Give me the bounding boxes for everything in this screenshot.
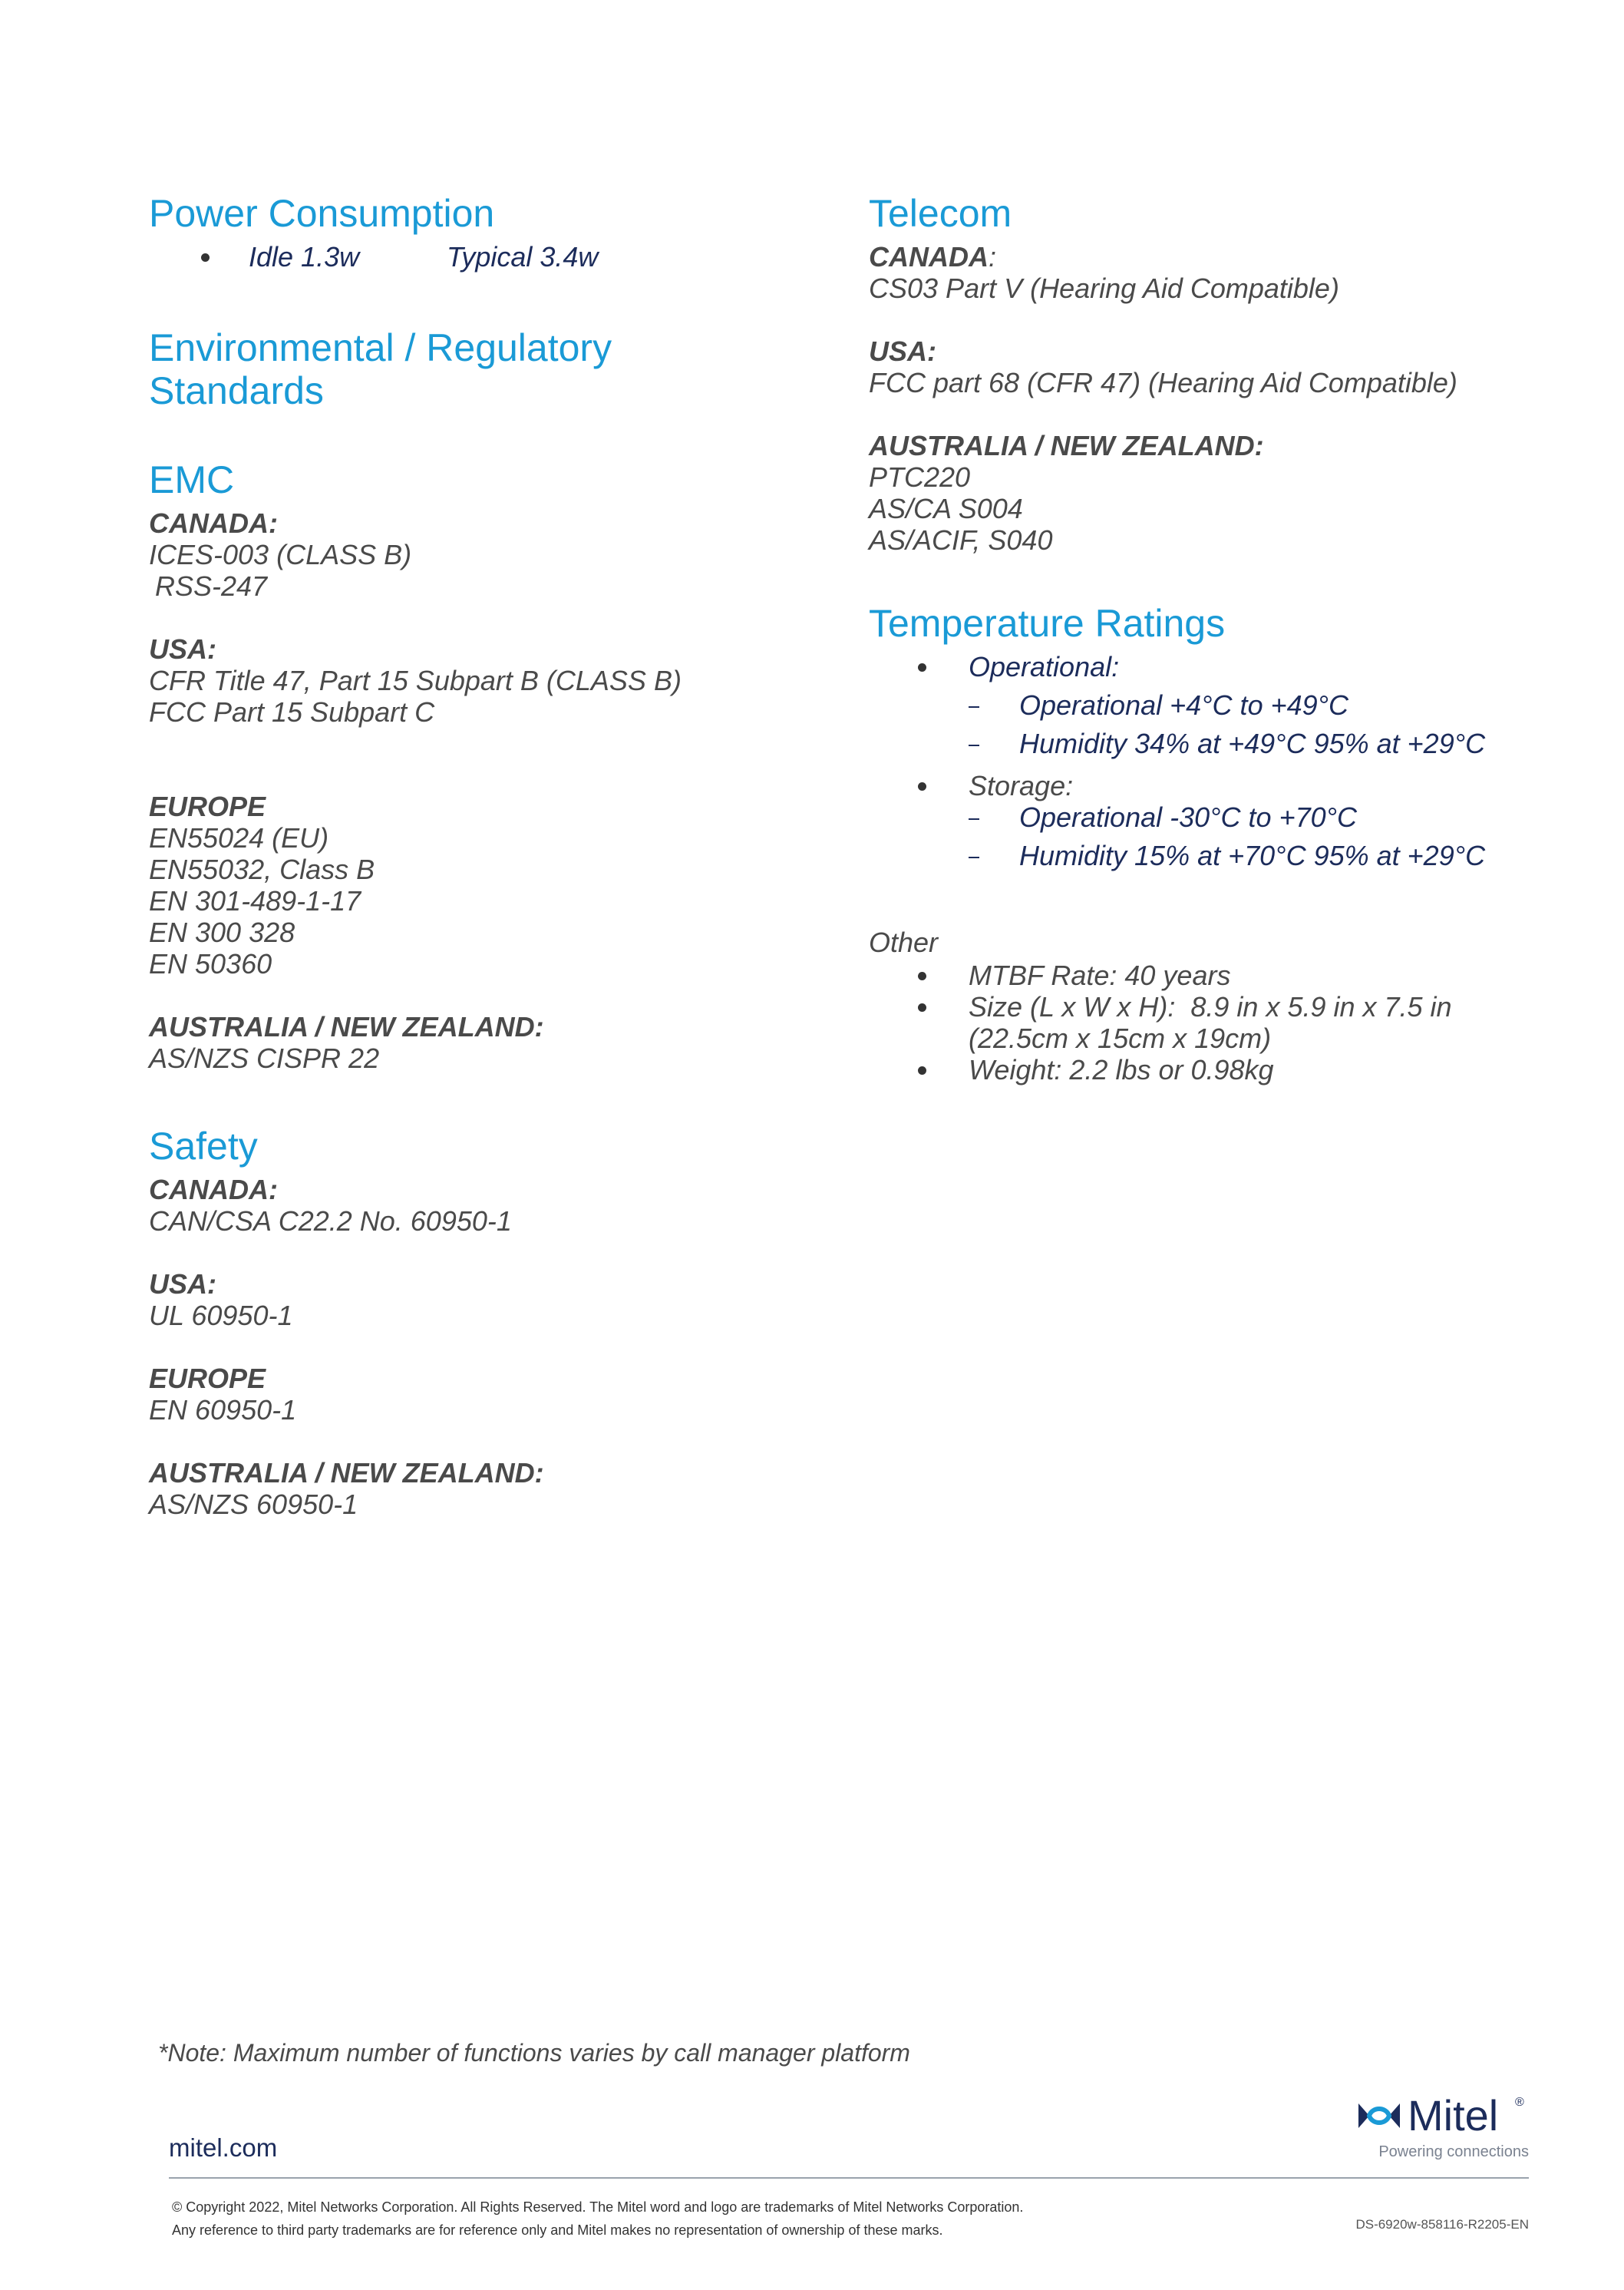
safety-usa-label: USA: [149,1268,216,1300]
safety-aunz-label: AUSTRALIA / NEW ZEALAND: [149,1457,544,1489]
bullet-icon [918,972,926,980]
emc-usa-label: USA: [149,633,216,665]
telecom-canada-item: CS03 Part V (Hearing Aid Compatible) [869,273,1339,304]
emc-canada [149,507,809,602]
emc-usa-item: FCC Part 15 Subpart C [149,696,435,728]
copyright-line: © Copyright 2022, Mitel Networks Corporation. All Rights Reserved. The Mitel word and logo are trademarks of Mitel Networks Corporation. [172,2199,1024,2215]
emc-europe-item: EN 301-489-1-17 [149,885,361,917]
telecom-canada-label [869,241,1560,273]
emc-canada-label: CANADA: [149,507,278,539]
operational-item-text: Operational +4°C to +49°C [1019,689,1349,721]
mitel-logo-word: Mitel [1408,2091,1499,2140]
emc-aunz [149,1011,809,1074]
bullet-icon [918,782,926,791]
safety-canada [149,1174,809,1237]
other-item-text: MTBF Rate: 40 years [969,960,1231,991]
operational-item [869,728,1560,759]
env-heading-line1: Environmental / Regulatory [149,326,612,369]
safety-europe-item: EN 60950-1 [149,1394,297,1426]
document-id: DS-6920w-858116-R2205-EN [1355,2217,1529,2232]
other-item-text: Size (L x W x H): 8.9 in x 5.9 in x 7.5 in [969,991,1452,1023]
other-item-text: Weight: 2.2 lbs or 0.98kg [969,1054,1274,1086]
telecom-canada-colon: : [989,241,997,273]
telecom-aunz-item: PTC220 [869,461,971,493]
telecom-aunz-label: AUSTRALIA / NEW ZEALAND: [869,430,1264,461]
safety-aunz [149,1457,809,1520]
footer-divider [169,2177,1529,2179]
mitel-logo-icon [1355,2099,1403,2133]
emc-heading: EMC [149,458,235,501]
emc-europe-item: EN 50360 [149,948,272,980]
website-link[interactable]: mitel.com [169,2133,278,2162]
other-item [869,960,1560,991]
other-label: Other [869,927,939,958]
storage-item [869,801,1560,833]
operational-item-text: Humidity 34% at +49°C 95% at +29°C [1019,728,1486,759]
telecom-heading: Telecom [869,192,1012,235]
emc-europe-item: EN 300 328 [149,917,295,948]
storage-bullet [869,770,1560,801]
env-heading-line2: Standards [149,369,324,412]
telecom-canada [869,241,1560,304]
power-bullet [149,241,809,273]
storage-item-text: Operational -30°C to +70°C [1019,801,1358,833]
telecom-canada-label-text: CANADA [869,241,989,273]
registered-mark: ® [1515,2096,1524,2109]
left-column [149,192,809,1520]
safety-canada-item: CAN/CSA C22.2 No. 60950-1 [149,1205,512,1237]
power-idle: Idle 1.3w [249,241,360,273]
bullet-icon [918,663,926,672]
right-column [869,192,1560,1086]
storage-item-text: Humidity 15% at +70°C 95% at +29°C [1019,840,1486,871]
emc-europe-item: EN55024 (EU) [149,822,329,854]
safety-usa [149,1268,809,1331]
emc-europe-item: EN55032, Class B [149,854,375,885]
emc-usa-item: CFR Title 47, Part 15 Subpart B (CLASS B) [149,665,682,696]
safety-europe [149,1363,809,1426]
safety-aunz-item: AS/NZS 60950-1 [149,1489,358,1520]
copyright [172,2196,1023,2242]
safety-canada-label: CANADA: [149,1174,278,1205]
other-item [869,1054,1560,1086]
safety-heading: Safety [149,1125,258,1168]
mitel-logo-tagline: Powering connections [1378,2143,1529,2160]
other-item [869,991,1560,1054]
dash-icon [969,857,979,858]
telecom-aunz-item: AS/ACIF, S040 [869,524,1053,556]
telecom-aunz [869,430,1560,556]
bullet-icon [918,1003,926,1012]
telecom-usa-label: USA: [869,335,936,367]
dash-icon [969,818,979,820]
emc-europe [149,791,809,980]
dash-icon [969,706,979,708]
bullet-icon [201,253,210,262]
operational-bullet [869,651,1560,682]
telecom-usa-item: FCC part 68 (CFR 47) (Hearing Aid Compatible) [869,367,1457,398]
other-item-text-line2: (22.5cm x 15cm x 19cm) [969,1023,1272,1054]
storage-label: Storage: [969,770,1074,801]
power-consumption-heading: Power Consumption [149,192,495,235]
dash-icon [969,745,979,746]
telecom-usa [869,335,1560,398]
temperature-heading: Temperature Ratings [869,602,1226,645]
footnote: *Note: Maximum number of functions varies by call manager platform [158,2039,910,2067]
operational-item [869,689,1560,721]
safety-usa-item: UL 60950-1 [149,1300,293,1331]
emc-usa [149,633,809,728]
emc-aunz-item: AS/NZS CISPR 22 [149,1043,380,1074]
emc-aunz-label: AUSTRALIA / NEW ZEALAND: [149,1011,544,1043]
emc-europe-label: EUROPE [149,791,266,822]
emc-canada-item: RSS-247 [155,570,268,602]
operational-label: Operational: [969,651,1120,682]
telecom-aunz-item: AS/CA S004 [869,493,1023,524]
storage-item [869,840,1560,871]
power-typical: Typical 3.4w [447,241,599,273]
copyright-line: Any reference to third party trademarks are for reference only and Mitel makes no representation of ownership of these marks. [172,2222,943,2238]
bullet-icon [918,1066,926,1075]
safety-europe-label: EUROPE [149,1363,266,1394]
mitel-logo [1355,2093,1529,2163]
emc-canada-item: ICES-003 (CLASS B) [149,539,412,570]
